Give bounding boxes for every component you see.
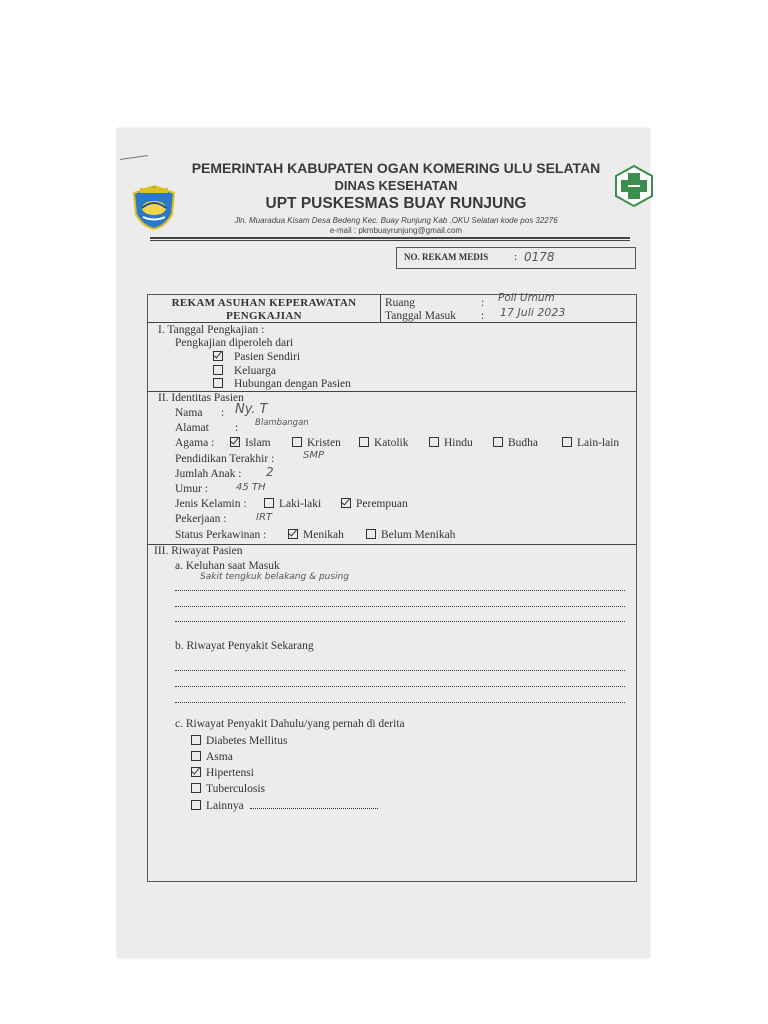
- dotted-line: [175, 690, 625, 708]
- riwayat-tuberculosis[interactable]: Tuberculosis: [191, 783, 265, 795]
- option-pasien-sendiri[interactable]: Pasien Sendiri: [213, 351, 300, 363]
- keluhan-value: Sakit tengkuk belakang & pusing: [200, 572, 349, 582]
- agama-kristen[interactable]: Kristen: [292, 437, 341, 449]
- checkbox-icon[interactable]: [213, 365, 223, 375]
- agama-budha[interactable]: Budha: [493, 437, 538, 449]
- jenis-kelamin-label: Jenis Kelamin :: [175, 498, 247, 510]
- checkbox-icon[interactable]: [493, 437, 503, 447]
- riwayat-sekarang-label: b. Riwayat Penyakit Sekarang: [175, 640, 314, 652]
- riwayat-diabetes[interactable]: Diabetes Mellitus: [191, 735, 287, 747]
- nama-value: Ny. T: [235, 402, 268, 417]
- form-header-divider: [380, 294, 381, 322]
- umur-value: 45 TH: [236, 482, 266, 493]
- ruang-value: Poli Umum: [498, 292, 555, 304]
- section1-subtitle: Pengkajian diperoleh dari: [175, 337, 294, 349]
- dotted-line: [175, 609, 625, 627]
- header-line1: PEMERINTAH KABUPATEN OGAN KOMERING ULU SELATAN: [191, 160, 601, 176]
- jk-laki-laki[interactable]: Laki-laki: [264, 498, 321, 510]
- ruang-colon: :: [481, 297, 485, 309]
- checkbox-checked-icon[interactable]: [288, 529, 298, 539]
- alamat-label: Alamat: [175, 422, 209, 434]
- riwayat-hipertensi[interactable]: Hipertensi: [191, 767, 254, 779]
- checkbox-icon[interactable]: [292, 437, 302, 447]
- regency-logo-icon: [131, 184, 177, 230]
- form-title-line2: PENGKAJIAN: [226, 310, 302, 322]
- alamat-colon: :: [235, 422, 239, 434]
- nama-colon: :: [221, 407, 225, 419]
- checkbox-checked-icon[interactable]: [341, 498, 351, 508]
- header-rule: [150, 237, 630, 239]
- form-title-line1: REKAM ASUHAN KEPERAWATAN: [171, 297, 357, 309]
- header-address: Jln. Muaradua Kisam Desa Bedeng Kec. Buay Runjung Kab .OKU Selatan kode pos 32276: [234, 216, 558, 225]
- jumlah-anak-value: 2: [266, 465, 274, 479]
- status-menikah[interactable]: Menikah: [288, 529, 344, 541]
- riwayat-dahulu-label: c. Riwayat Penyakit Dahulu/yang pernah di derita: [175, 718, 405, 730]
- jumlah-anak-label: Jumlah Anak :: [175, 468, 242, 480]
- tanggal-masuk-value: 17 Juli 2023: [500, 306, 566, 319]
- checkbox-icon[interactable]: [191, 735, 201, 745]
- nama-label: Nama: [175, 407, 203, 419]
- rekam-medis-label: NO. REKAM MEDIS: [404, 252, 489, 262]
- section1-title: I. Tanggal Pengkajian :: [158, 324, 265, 336]
- pendidikan-value: SMP: [303, 450, 325, 461]
- checkbox-icon[interactable]: [562, 437, 572, 447]
- checkbox-icon[interactable]: [429, 437, 439, 447]
- agama-hindu[interactable]: Hindu: [429, 437, 473, 449]
- riwayat-asma[interactable]: Asma: [191, 751, 233, 763]
- keluhan-label: a. Keluhan saat Masuk: [175, 560, 280, 572]
- agama-label: Agama :: [175, 437, 215, 449]
- status-belum-menikah[interactable]: Belum Menikah: [366, 529, 455, 541]
- pendidikan-label: Pendidikan Terakhir :: [175, 453, 275, 465]
- alamat-value: Blambangan: [255, 418, 309, 428]
- pekerjaan-label: Pekerjaan :: [175, 513, 227, 525]
- rekam-medis-colon: :: [514, 251, 518, 263]
- checkbox-checked-icon[interactable]: [213, 351, 223, 361]
- tanggal-masuk-colon: :: [481, 310, 485, 322]
- checkbox-icon[interactable]: [359, 437, 369, 447]
- checkbox-icon[interactable]: [191, 751, 201, 761]
- option-hubungan[interactable]: Hubungan dengan Pasien: [213, 378, 351, 390]
- header-rule-thin: [150, 240, 630, 241]
- checkbox-checked-icon[interactable]: [230, 437, 240, 447]
- section3-title: III. Riwayat Pasien: [154, 545, 243, 557]
- lainnya-dotted-line: [250, 799, 378, 809]
- checkbox-checked-icon[interactable]: [191, 767, 201, 777]
- agama-lain[interactable]: Lain-lain: [562, 437, 619, 449]
- pekerjaan-value: IRT: [256, 512, 273, 523]
- header-email: e-mail : pkmbuayrunjung@gmail.com: [329, 226, 463, 235]
- rekam-medis-value: 0178: [524, 250, 555, 264]
- checkbox-icon[interactable]: [213, 378, 223, 388]
- agama-katolik[interactable]: Katolik: [359, 437, 409, 449]
- checkbox-icon[interactable]: [366, 529, 376, 539]
- umur-label: Umur :: [175, 483, 208, 495]
- header-line2: DINAS KESEHATAN: [334, 178, 458, 193]
- puskesmas-logo-icon: [614, 165, 654, 207]
- checkbox-icon[interactable]: [191, 800, 201, 810]
- ruang-label: Ruang: [385, 297, 416, 309]
- section2-title: II. Identitas Pasien: [158, 392, 244, 404]
- header-line3: UPT PUSKESMAS BUAY RUNJUNG: [265, 195, 527, 212]
- agama-islam[interactable]: Islam: [230, 437, 271, 449]
- checkbox-icon[interactable]: [264, 498, 274, 508]
- jk-perempuan[interactable]: Perempuan: [341, 498, 408, 510]
- status-perkawinan-label: Status Perkawinan :: [175, 529, 267, 541]
- checkbox-icon[interactable]: [191, 783, 201, 793]
- riwayat-lainnya[interactable]: Lainnya: [191, 799, 378, 812]
- tanggal-masuk-label: Tanggal Masuk: [385, 310, 457, 322]
- option-keluarga[interactable]: Keluarga: [213, 365, 276, 377]
- form-header-rule: [147, 322, 636, 323]
